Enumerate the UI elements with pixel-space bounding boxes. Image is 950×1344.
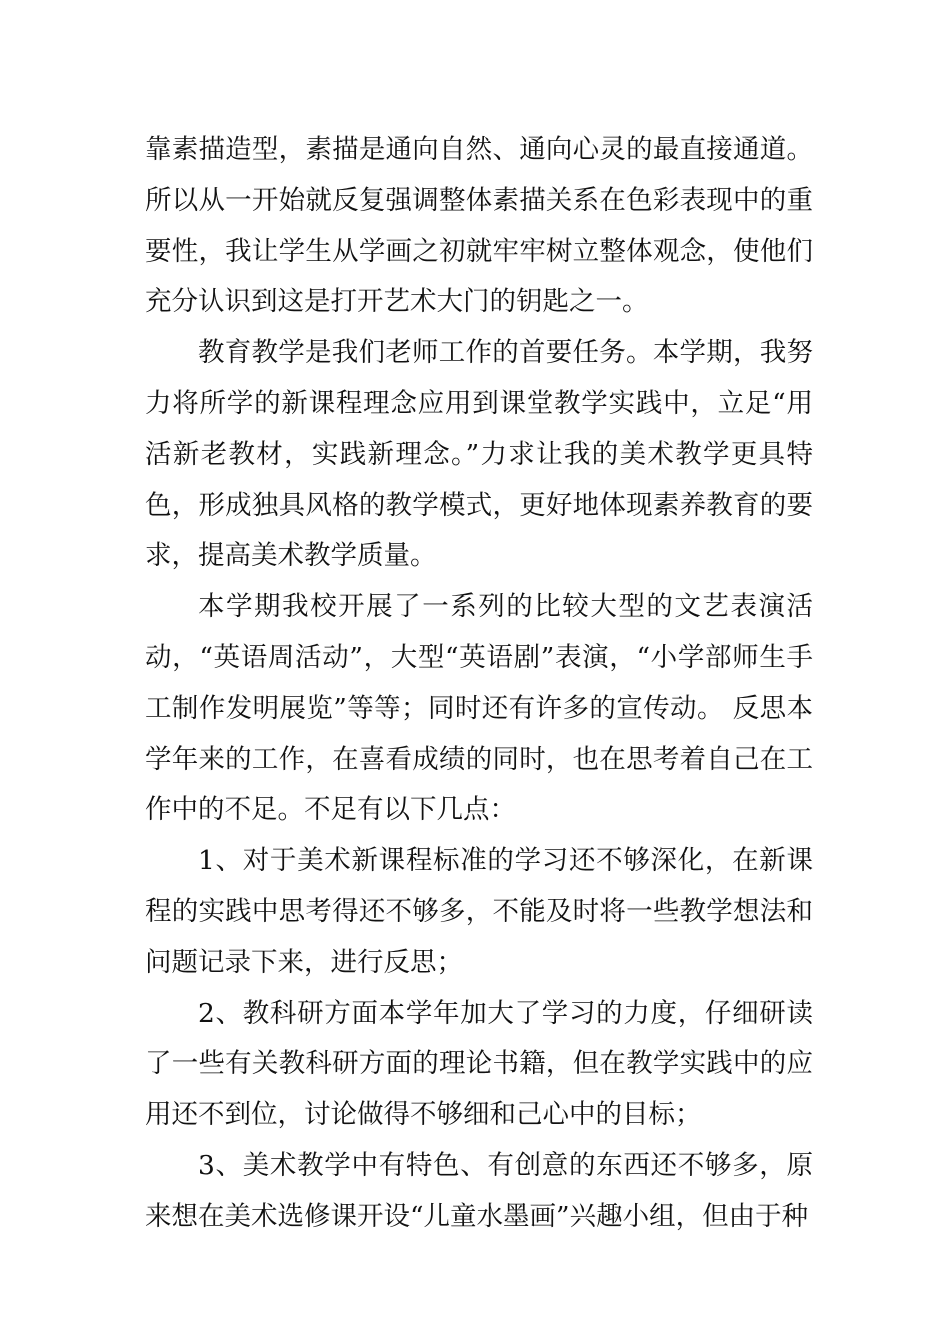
paragraph-5: 2、教科研方面本学年加大了学习的力度，仔细研读了一些有关教科研方面的理论书籍，但在教学实践中的应用还不到位，讨论做得不够细和己心中的目标； xyxy=(145,997,813,1131)
paragraph-2: 教育教学是我们老师工作的首要任务。本学期，我努力将所学的新课程理念应用到课堂教学实践中，立足“用活新老教材，实践新理念。”力求让我的美术教学更具特色，形成独具风格的教学模式，更好地体现素养教育的要求，提高美术教学质量。 xyxy=(145,337,813,572)
paragraph-4: 1、对于美术新课程标准的学习还不够深化，在新课程的实践中思考得还不够多，不能及时将一些教学想法和问题记录下来，进行反思； xyxy=(145,845,813,978)
paragraph-3: 本学期我校开展了一系列的比较大型的文艺表演活动，“英语周活动”，大型“英语剧”表演，“小学部师生手工制作发明展览”等等；同时还有许多的宣传动。 反思本学年来的工作，在喜看成绩的同时，也在思考着自己在工作中的不足。不足有以下几点： xyxy=(145,591,813,826)
paragraph-1: 靠素描造型，素描是通向自然、通向心灵的最直接通道。所以从一开始就反复强调整体素描关系在色彩表现中的重要性，我让学生从学画之初就牢牢树立整体观念，使他们充分认识到这是打开艺术大门的钥匙之一。 xyxy=(145,134,813,318)
document-body xyxy=(145,125,813,1243)
paragraph-6: 3、美术教学中有特色、有创意的东西还不够多，原来想在美术选修课开设“儿童水墨画”兴趣小组，但由于种 xyxy=(145,1149,813,1232)
